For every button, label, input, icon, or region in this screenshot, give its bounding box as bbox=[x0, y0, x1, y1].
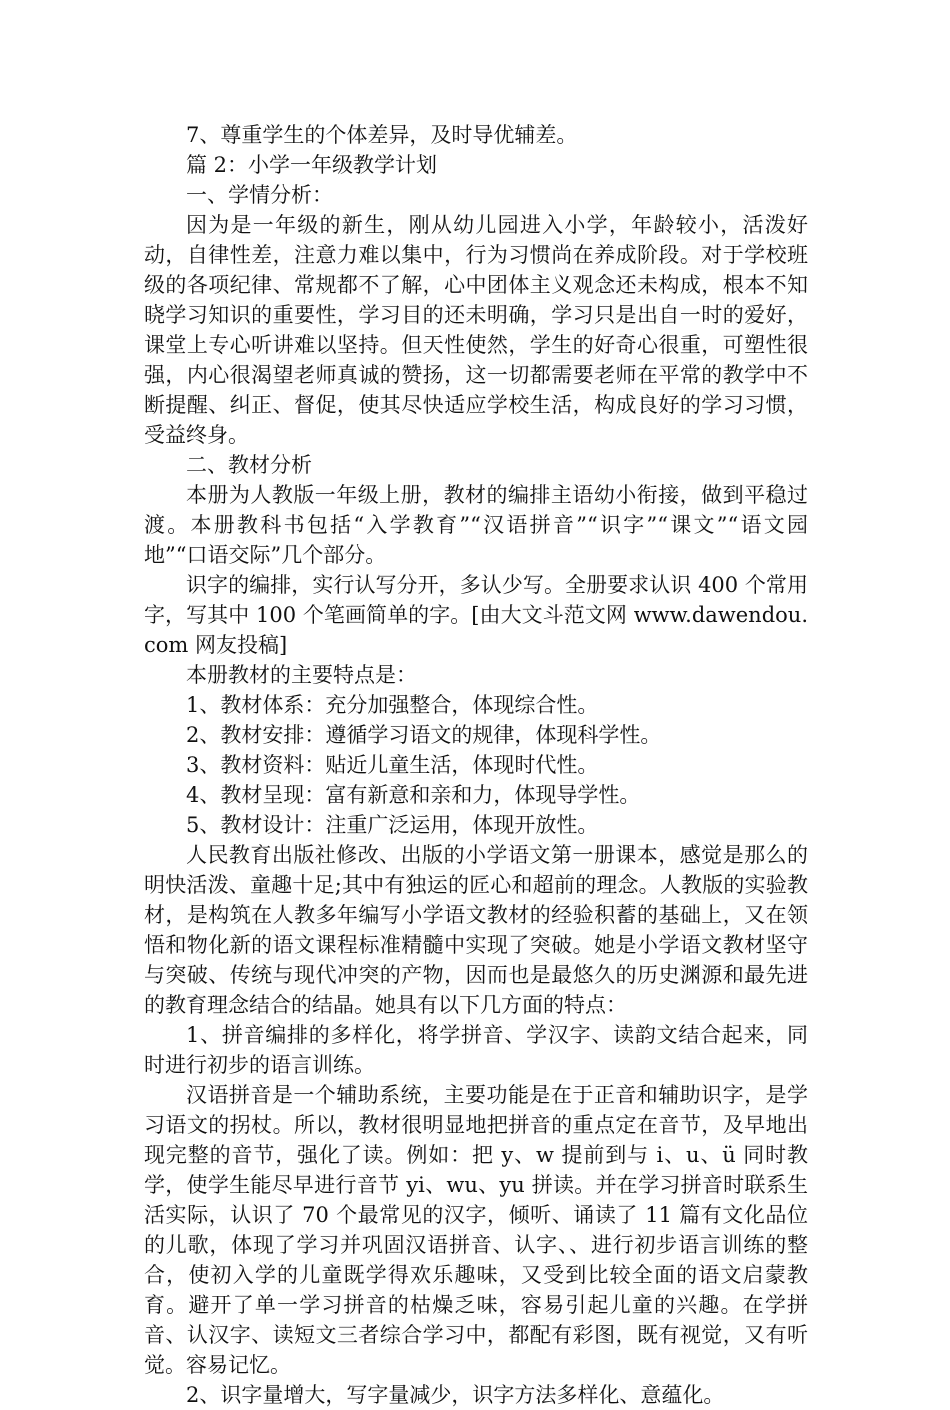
section-heading: 二、教材分析 bbox=[186, 453, 312, 477]
paragraph: 2、识字量增大，写字量减少，识字方法多样化、意蕴化。 bbox=[186, 1383, 725, 1407]
paragraph: 汉语拼音是一个辅助系统，主要功能是在于正音和辅助识字，是学习语文的拐杖。所以，教材很明显地把拼音的重点定在音节，及早地出现完整的音节，强化了读。例如：把 y、w 提前到与 i、u、ü 同时教学，使学生能尽早进行音节 yi、wu、yu 拼读。并在学习拼音时联系生活实际，认识了 70 个最常见的汉字，倾听、诵读了 11 篇有文化品位的儿歌，体现了学习并巩固汉语拼音、认字、、进行初步语言训练的整合，使初入学的儿童既学得欢乐趣味，又受到比较全面的语文启蒙教育。避开了单一学习拼音的枯燥乏味，容易引起儿童的兴趣。在学拼音、认汉字、读短文三者综合学习中，都配有彩图，既有视觉，又有听觉。容易记忆。 bbox=[144, 1083, 808, 1377]
list-item: 2、教材安排：遵循学习语文的规律，体现科学性。 bbox=[186, 723, 662, 747]
list-item: 5、教材设计：注重广泛运用，体现开放性。 bbox=[186, 813, 599, 837]
section-heading: 一、学情分析： bbox=[186, 183, 333, 207]
list-item: 4、教材呈现：富有新意和亲和力，体现导学性。 bbox=[186, 783, 641, 807]
list-item: 1、教材体系：充分加强整合，体现综合性。 bbox=[186, 693, 599, 717]
section-title: 篇 2：小学一年级教学计划 bbox=[186, 153, 438, 177]
paragraph: 人民教育出版社修改、出版的小学语文第一册课本，感觉是那么的明快活泼、童趣十足;其中有独运的匠心和超前的理念。人教版的实验教材，是构筑在人教多年编写小学语文教材的经验积蓄的基础上，又在领悟和物化新的语文课程标准精髓中实现了突破。她是小学语文教材坚守与突破、传统与现代冲突的产物，因而也是最悠久的历史渊源和最先进的教育理念结合的结晶。她具有以下几方面的特点： bbox=[144, 843, 808, 1017]
paragraph: 1、拼音编排的多样化，将学拼音、学汉字、读韵文结合起来，同时进行初步的语言训练。 bbox=[144, 1023, 808, 1077]
paragraph: 7、尊重学生的个体差异，及时导优辅差。 bbox=[186, 123, 578, 147]
document-body bbox=[144, 120, 808, 1410]
paragraph: 识字的编排，实行认写分开，多认少写。全册要求认识 400 个常用字，写其中 100 个笔画简单的字。[由大文斗范文网 www.dawendou.com 网友投稿] bbox=[144, 573, 808, 657]
paragraph: 因为是一年级的新生，刚从幼儿园进入小学，年龄较小，活泼好动，自律性差，注意力难以集中，行为习惯尚在养成阶段。对于学校班级的各项纪律、常规都不了解，心中团体主义观念还未构成，根本不知晓学习知识的重要性，学习目的还未明确，学习只是出自一时的爱好，课堂上专心听讲难以坚持。但天性使然，学生的好奇心很重，可塑性很强，内心很渴望老师真诚的赞扬，这一切都需要老师在平常的教学中不断提醒、纠正、督促，使其尽快适应学校生活，构成良好的学习习惯，受益终身。 bbox=[144, 213, 808, 447]
paragraph: 本册为人教版一年级上册，教材的编排主语幼小衔接，做到平稳过渡。本册教科书包括“入学教育”“汉语拼音”“识字”“课文”“语文园地”“口语交际”几个部分。 bbox=[144, 483, 808, 567]
list-item: 3、教材资料：贴近儿童生活，体现时代性。 bbox=[186, 753, 599, 777]
list-heading: 本册教材的主要特点是： bbox=[186, 663, 417, 687]
